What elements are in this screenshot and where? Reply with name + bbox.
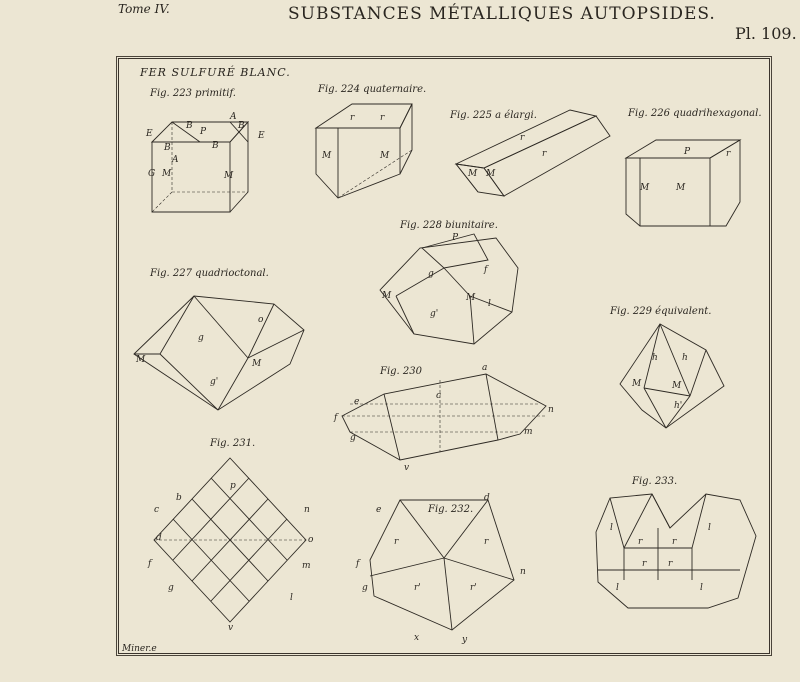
svg-text:M: M xyxy=(224,171,234,181)
svg-text:B: B xyxy=(164,143,171,153)
svg-text:r': r' xyxy=(470,583,477,593)
svg-text:h: h xyxy=(682,353,688,363)
svg-text:y: y xyxy=(462,635,468,645)
svg-text:M: M xyxy=(382,291,392,301)
svg-text:P: P xyxy=(200,127,207,137)
fig-227-caption: Fig. 227 quadrioctonal. xyxy=(150,268,269,279)
svg-text:M: M xyxy=(466,293,476,303)
fig-226-caption: Fig. 226 quadrihexagonal. xyxy=(628,108,762,119)
svg-text:M: M xyxy=(468,169,478,179)
fig-227-drawing xyxy=(134,296,304,410)
svg-text:e: e xyxy=(376,505,382,515)
svg-text:n: n xyxy=(520,567,526,577)
fig-224-drawing xyxy=(316,104,412,198)
fig-231-caption: Fig. 231. xyxy=(210,438,256,449)
svg-text:f: f xyxy=(484,265,488,275)
svg-text:g: g xyxy=(428,269,434,279)
svg-text:c: c xyxy=(154,505,160,515)
svg-text:l: l xyxy=(290,593,293,603)
svg-text:n: n xyxy=(304,505,310,515)
svg-text:M: M xyxy=(252,359,262,369)
svg-text:M: M xyxy=(632,379,642,389)
svg-text:p: p xyxy=(230,481,236,491)
svg-text:d: d xyxy=(156,533,162,543)
svg-text:a: a xyxy=(482,363,488,373)
fig-223-drawing xyxy=(145,112,265,212)
svg-text:M: M xyxy=(322,151,332,161)
svg-text:g': g' xyxy=(210,377,219,387)
svg-text:M: M xyxy=(640,183,650,193)
fig-226-drawing xyxy=(626,140,740,226)
svg-text:b: b xyxy=(176,493,182,503)
svg-text:E: E xyxy=(146,129,153,139)
svg-text:r': r' xyxy=(414,583,421,593)
fig-224-caption: Fig. 224 quaternaire. xyxy=(318,84,427,95)
svg-text:M: M xyxy=(380,151,390,161)
svg-text:d: d xyxy=(484,493,490,503)
svg-text:f: f xyxy=(334,413,338,423)
svg-text:r: r xyxy=(672,537,677,547)
engraver-signature: Miner.e xyxy=(122,644,157,654)
svg-text:M: M xyxy=(672,381,682,391)
svg-text:g: g xyxy=(362,583,368,593)
fig-228-caption: Fig. 228 biunitaire. xyxy=(400,220,498,231)
svg-text:g: g xyxy=(198,333,204,343)
svg-text:f: f xyxy=(356,559,360,569)
fig-228-drawing xyxy=(380,233,518,344)
svg-text:m: m xyxy=(524,427,533,437)
svg-text:r: r xyxy=(668,559,673,569)
svg-text:m: m xyxy=(302,561,311,571)
fig-230-caption: Fig. 230 xyxy=(380,366,422,377)
svg-text:l: l xyxy=(610,523,613,533)
plate-number: Pl. 109. xyxy=(735,24,797,43)
svg-text:M: M xyxy=(162,169,172,179)
svg-text:B: B xyxy=(186,121,193,131)
svg-text:r: r xyxy=(542,149,547,159)
svg-text:A: A xyxy=(230,112,237,122)
svg-text:c: c xyxy=(436,391,442,401)
fig-229-caption: Fig. 229 équivalent. xyxy=(610,306,712,317)
svg-text:r: r xyxy=(726,149,731,159)
svg-text:A: A xyxy=(172,155,179,165)
svg-text:M: M xyxy=(676,183,686,193)
svg-text:r: r xyxy=(394,537,399,547)
svg-text:h': h' xyxy=(674,401,683,411)
fig-233-caption: Fig. 233. xyxy=(632,476,678,487)
svg-text:l: l xyxy=(700,583,703,593)
svg-text:P: P xyxy=(684,147,691,157)
svg-text:r: r xyxy=(642,559,647,569)
svg-text:f: f xyxy=(148,559,152,569)
svg-text:B: B xyxy=(238,121,245,131)
fig-230-drawing xyxy=(333,363,554,473)
svg-text:r: r xyxy=(350,113,355,123)
plate-title: SUBSTANCES MÉTALLIQUES AUTOPSIDES. xyxy=(288,4,716,24)
svg-text:v: v xyxy=(228,623,234,633)
svg-text:x: x xyxy=(414,633,420,643)
svg-text:g: g xyxy=(168,583,174,593)
svg-text:M: M xyxy=(136,355,146,365)
fig-223-caption: Fig. 223 primitif. xyxy=(150,88,236,99)
svg-text:E: E xyxy=(258,131,265,141)
svg-text:v: v xyxy=(404,463,410,473)
fig-231-drawing xyxy=(147,458,314,633)
svg-text:g: g xyxy=(350,433,356,443)
svg-text:e: e xyxy=(354,397,360,407)
svg-text:o: o xyxy=(308,535,314,545)
svg-text:o: o xyxy=(258,315,264,325)
svg-text:G: G xyxy=(148,169,156,179)
svg-text:l: l xyxy=(708,523,711,533)
svg-text:r: r xyxy=(638,537,643,547)
fig-225-drawing xyxy=(456,110,610,196)
svg-text:r: r xyxy=(380,113,385,123)
svg-text:r: r xyxy=(484,537,489,547)
fig-232-caption: Fig. 232. xyxy=(428,504,474,515)
section-heading: FER SULFURÉ BLANC. xyxy=(140,66,291,79)
fig-233-drawing xyxy=(596,494,756,608)
svg-text:g': g' xyxy=(430,309,439,319)
svg-text:B: B xyxy=(212,141,219,151)
svg-text:l: l xyxy=(488,299,491,309)
svg-text:r: r xyxy=(520,133,525,143)
fig-225-caption: Fig. 225 a élargi. xyxy=(450,110,537,121)
svg-text:l: l xyxy=(616,583,619,593)
svg-text:P: P xyxy=(452,233,459,243)
svg-text:M: M xyxy=(486,169,496,179)
svg-text:h: h xyxy=(652,353,658,363)
fig-232-drawing xyxy=(355,493,526,645)
fig-229-drawing xyxy=(620,324,724,428)
svg-text:n: n xyxy=(548,405,554,415)
tome-label: Tome IV. xyxy=(118,2,170,16)
